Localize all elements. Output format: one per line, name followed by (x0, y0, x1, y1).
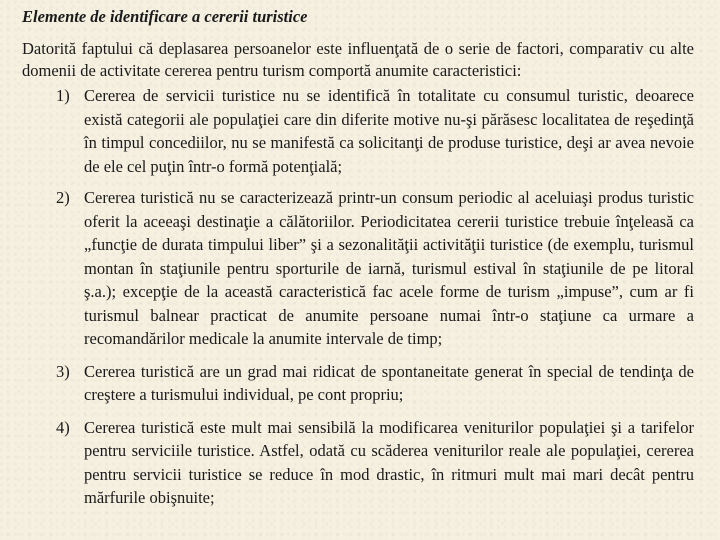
list-item-text: Cererea turistică nu se caracterizează printr-un consum periodic al aceluiaşi produs turistic oferit la aceeaşi destinaţie a călătoriilor. Periodicitatea cererii turistice trebuie înţeleasă ca „funcţie de durata timpului liber” şi a sezonalităţii activităţii turistice (de exemplu, turismul montan în staţiunile pentru sporturile de iarnă, turismul estival în staţiunile de pe litoral ş.a.); excepţie de la această caracteristică fac acele forme de turism „impuse”, cum ar fi turismul balnear practicat de anumite persoane numai într-o staţiune ca urmare a recomandărilor medicale la anumite intervale de timp; (84, 188, 694, 348)
list-item-text: Cererea turistică are un grad mai ridicat de spontaneitate generat în special de tendinţa de creştere a turismului individual, pe cont propriu; (84, 361, 694, 404)
list-item-text: Cererea de servicii turistice nu se identifică în totalitate cu consumul turistic, deoarece există categorii ale populaţiei care din diferite motive nu-şi părăsesc localitatea de reşedinţă în timpul concediilor, nu se manifestă ca solicitanţi de produse turistice, deşi ar avea nevoie de ele cel puţin într-o formă potenţială; (84, 86, 694, 176)
list-item-number: 1) (56, 86, 70, 105)
list-item-number: 4) (56, 417, 70, 437)
list-item (22, 186, 694, 351)
intro-paragraph: Datorită faptului că deplasarea persoanelor este influenţată de o serie de factori, comparativ cu alte domenii de activitate cererea pentru turism comportă anumite caracteristici: (22, 39, 694, 80)
list-item (22, 84, 694, 178)
list-item (22, 416, 694, 510)
list-item (22, 360, 694, 407)
list-item-number: 3) (56, 361, 70, 381)
list-item-text: Cererea turistică este mult mai sensibilă la modificarea veniturilor populaţiei şi a tarifelor pentru serviciile turistice. Astfel, odată cu scăderea veniturilor reale ale populaţiei, cererea pentru servicii turistice se reduce în mod drastic, în ritmuri mult mai mari decât pentru mărfurile obişnuite; (84, 417, 694, 507)
document-title: Elemente de identificare a cererii turistice (22, 7, 308, 26)
characteristics-list (22, 84, 694, 510)
list-item-number: 2) (56, 188, 70, 207)
